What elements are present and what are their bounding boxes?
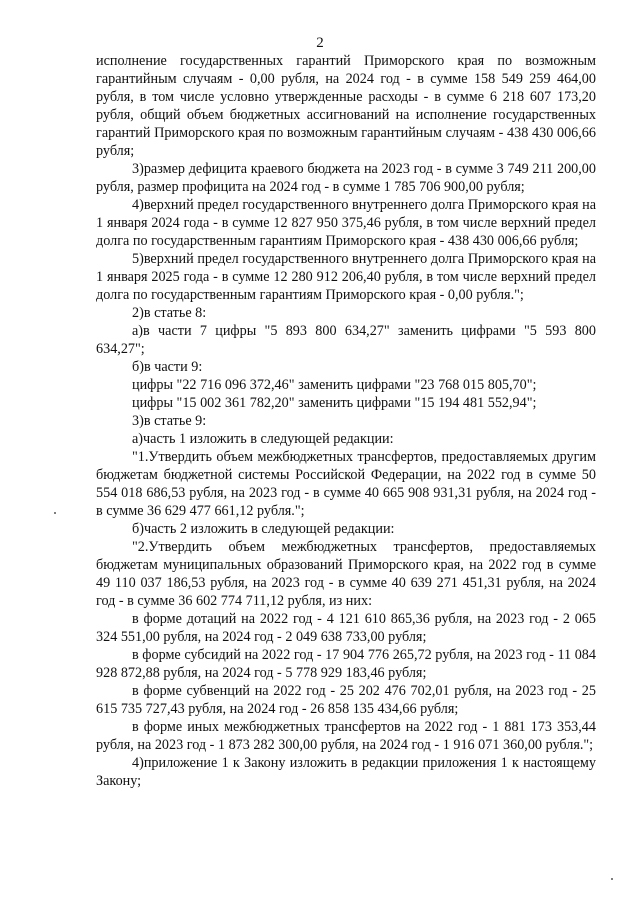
paragraph: цифры "22 716 096 372,46" заменить цифрами "23 768 015 805,70";: [132, 377, 537, 393]
paragraph: в форме иных межбюджетных трансфертов на 2022 год - 1 881 173 353,44 рубля, на 2023 год - 1 873 282 300,00 рубля, на 2024 год - 1 916 071 360,00 рубля.";: [96, 719, 596, 753]
paragraph: в форме субвенций на 2022 год - 25 202 476 702,01 рубля, на 2023 год - 25 615 735 727,43 рубля, на 2024 год - 26 858 135 434,66 рубля;: [96, 683, 596, 717]
paragraph: а)часть 1 изложить в следующей редакции:: [132, 431, 394, 447]
paragraph: в форме дотаций на 2022 год - 4 121 610 865,36 рубля, на 2023 год - 2 065 324 551,00 рубля, на 2024 год - 2 049 638 733,00 рубля;: [96, 611, 596, 645]
paragraph: "1.Утвердить объем межбюджетных трансфертов, предоставляемых другим бюджетам бюджетной системы Российской Федерации, на 2022 год в сумме 50 554 018 686,53 рубля, на 2023 год - в сумме 40 665 908 931,31 рубля, на 2024 год - в сумме 36 629 477 661,12 рубля.";: [96, 449, 596, 519]
page-number: 2: [316, 35, 324, 51]
paragraph: б)в части 9:: [132, 359, 203, 375]
paragraph: б)часть 2 изложить в следующей редакции:: [132, 521, 395, 537]
paragraph: цифры "15 002 361 782,20" заменить цифрами "15 194 481 552,94";: [132, 395, 537, 411]
scan-speck: [611, 878, 613, 880]
paragraph: 5)верхний предел государственного внутреннего долга Приморского края на 1 января 2025 года - в сумме 12 280 912 206,40 рубля, в том числе верхний предел долга по государственным гарантиям Приморского края - 0,00 рубля.";: [96, 251, 596, 303]
document-body: [96, 52, 596, 790]
paragraph: 3)размер дефицита краевого бюджета на 2023 год - в сумме 3 749 211 200,00 рубля, размер профицита на 2024 год - в сумме 1 785 706 900,00 рубля;: [96, 161, 596, 195]
paragraph: "2.Утвердить объем межбюджетных трансфертов, предоставляемых бюджетам муниципальных образований Приморского края, на 2022 год в сумме 49 110 037 186,53 рубля, на 2023 год - в сумме 40 639 271 451,31 рубля, на 2024 год - в сумме 36 602 774 711,12 рубля, из них:: [96, 539, 596, 609]
paragraph: 4)верхний предел государственного внутреннего долга Приморского края на 1 января 2024 года - в сумме 12 827 950 375,46 рубля, в том числе верхний предел долга по государственным гарантиям Приморского края - 438 430 006,66 рубля;: [96, 197, 596, 249]
paragraph: исполнение государственных гарантий Приморского края по возможным гарантийным случаям - 0,00 рубля, на 2024 год - в сумме 158 549 259 464,00 рубля, в том числе условно утвержденные расходы - в сумме 6 218 607 173,20 рубля, общий объем бюджетных ассигнований на исполнение государственных гарантий Приморского края по возможным гарантийным случаям - 438 430 006,66 рубля;: [96, 53, 596, 159]
paragraph: в форме субсидий на 2022 год - 17 904 776 265,72 рубля, на 2023 год - 11 084 928 872,88 рубля, на 2024 год - 5 778 929 183,46 рубля;: [96, 647, 596, 681]
paragraph: 2)в статье 8:: [132, 305, 207, 321]
paragraph: 4)приложение 1 к Закону изложить в редакции приложения 1 к настоящему Закону;: [96, 755, 596, 789]
scan-speck: [54, 512, 56, 514]
paragraph: 3)в статье 9:: [132, 413, 207, 429]
paragraph: а)в части 7 цифры "5 893 800 634,27" заменить цифрами "5 593 800 634,27";: [96, 323, 596, 357]
